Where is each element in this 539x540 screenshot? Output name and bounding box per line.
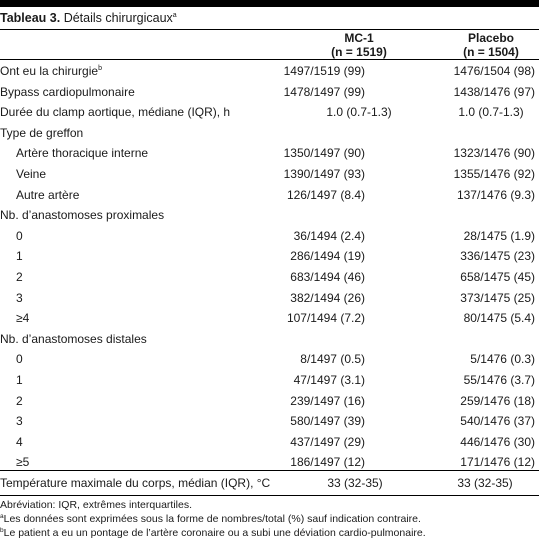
- table-row: [0, 82, 539, 103]
- footnote: [0, 527, 426, 540]
- cell-mc1: 33 (32-35): [327, 476, 383, 490]
- table-row: [0, 329, 539, 350]
- cell-mc1: 1.0 (0.7-1.3): [326, 105, 392, 120]
- row-label: ≥4: [16, 311, 30, 326]
- cell-placebo: 1.0 (0.7-1.3): [458, 105, 524, 120]
- column-header-mc1: [314, 31, 404, 59]
- footnote-text: Le patient a eu un pontage de l’artère coronaire ou a subi une déviation cardio-pulmonaire.: [3, 526, 426, 539]
- table-row: [0, 246, 539, 267]
- row-label: 1: [16, 373, 23, 387]
- cell-placebo: 259/1476 (18): [460, 393, 535, 408]
- table-row: [0, 102, 539, 123]
- cell-mc1: 239/1497 (16): [290, 393, 365, 408]
- footnote: [0, 499, 192, 512]
- footnote: [0, 513, 421, 526]
- row-label: Nb. d’anastomoses proximales: [0, 208, 165, 223]
- cell-mc1: 47/1497 (3.1): [293, 373, 365, 387]
- cell-mc1: 437/1497 (29): [290, 434, 365, 449]
- table-title: [0, 8, 539, 28]
- top-rule-thick: [0, 0, 539, 7]
- cell-mc1: 382/1494 (26): [290, 290, 365, 305]
- cell-placebo: 373/1475 (25): [460, 290, 535, 305]
- table-bottom-rule: [0, 495, 539, 496]
- table-row: [0, 432, 539, 453]
- row-label: 4: [16, 434, 23, 449]
- row-label: Température maximale du corps, médian (IQR), °C: [0, 476, 271, 490]
- row-label: 1: [16, 249, 23, 264]
- column-name: MC-1: [344, 31, 374, 45]
- caption-footnote-marker: a: [172, 12, 177, 19]
- table-row: [0, 61, 539, 82]
- row-label: 3: [16, 414, 23, 429]
- table-caption: Détails chirurgicaux: [63, 11, 173, 25]
- cell-mc1: 1497/1519 (99): [283, 64, 365, 78]
- table-label: Tableau 3.: [0, 11, 61, 25]
- cell-placebo: 540/1476 (37): [460, 414, 535, 429]
- cell-mc1: 107/1494 (7.2): [286, 311, 365, 326]
- table-row: [0, 267, 539, 288]
- table-row: [0, 349, 539, 370]
- cell-placebo: 336/1475 (23): [460, 249, 535, 264]
- cell-mc1: 286/1494 (19): [290, 249, 365, 264]
- cell-placebo: 80/1475 (5.4): [463, 311, 535, 326]
- table-row: [0, 164, 539, 185]
- table-row: [0, 473, 539, 494]
- footnote-marker: b: [0, 526, 4, 534]
- table-row: [0, 391, 539, 412]
- cell-mc1: 1390/1497 (93): [283, 167, 365, 181]
- cell-placebo: 33 (32-35): [457, 476, 513, 490]
- column-header-placebo: [446, 31, 536, 59]
- cell-placebo: 28/1475 (1.9): [463, 228, 535, 243]
- row-label: Ont eu la chirurgie$^b$: [0, 64, 102, 78]
- cell-placebo: 658/1475 (45): [460, 270, 535, 284]
- table-row: [0, 143, 539, 164]
- row-footnote-marker: b: [98, 65, 102, 72]
- row-label: Veine: [16, 167, 47, 181]
- row-label: Bypass cardiopulmonaire: [0, 84, 135, 99]
- column-n: (n = 1519): [331, 45, 387, 59]
- row-label: Type de greffon: [0, 125, 84, 140]
- cell-mc1: 1350/1497 (90): [283, 146, 365, 161]
- table-row: [0, 185, 539, 206]
- column-n: (n = 1504): [463, 45, 519, 59]
- cell-placebo: 171/1476 (12): [460, 455, 535, 470]
- table-row: [0, 123, 539, 144]
- row-label: Durée du clamp aortique, médiane (IQR), h: [0, 105, 231, 120]
- cell-placebo: 1323/1476 (90): [453, 146, 535, 161]
- row-label: 0: [16, 352, 23, 367]
- footer-rule: [0, 470, 539, 471]
- cell-mc1: 186/1497 (12): [290, 455, 365, 470]
- row-label: 0: [16, 228, 23, 243]
- cell-placebo: 446/1476 (30): [460, 434, 535, 449]
- row-label: 2: [16, 270, 23, 284]
- cell-placebo: 1355/1476 (92): [453, 167, 535, 181]
- cell-mc1: 1478/1497 (99): [283, 84, 365, 99]
- cell-mc1: 580/1497 (39): [290, 414, 365, 429]
- table-row: [0, 205, 539, 226]
- footnote-text: Les données sont exprimées sous la forme de nombres/total (%) sauf indication contraire.: [3, 512, 421, 525]
- cell-mc1: 36/1494 (2.4): [293, 228, 365, 243]
- row-label: 2: [16, 393, 23, 408]
- table-row: [0, 288, 539, 309]
- cell-placebo: 1476/1504 (98): [453, 64, 535, 78]
- cell-placebo: 1438/1476 (97): [453, 84, 535, 99]
- cell-placebo: 5/1476 (0.3): [470, 352, 535, 367]
- footnote-marker: a: [0, 512, 4, 520]
- table-row: [0, 411, 539, 432]
- row-label: Artère thoracique interne: [16, 146, 149, 161]
- table-row: [0, 308, 539, 329]
- row-label: Nb. d’anastomoses distales: [0, 331, 147, 346]
- cell-mc1: 8/1497 (0.5): [300, 352, 365, 367]
- table-row: [0, 226, 539, 247]
- header-bottom-rule: [0, 59, 539, 60]
- row-label: Autre artère: [16, 187, 80, 202]
- cell-placebo: 55/1476 (3.7): [463, 373, 535, 387]
- row-label: ≥5: [16, 455, 30, 470]
- cell-placebo: 137/1476 (9.3): [456, 187, 535, 202]
- header-top-rule: [0, 29, 539, 30]
- footnote-text: Abréviation: IQR, extrêmes interquartiles.: [0, 498, 192, 511]
- table-row: [0, 370, 539, 391]
- column-name: Placebo: [467, 31, 515, 45]
- cell-mc1: 126/1497 (8.4): [286, 187, 365, 202]
- cell-mc1: 683/1494 (46): [290, 270, 365, 284]
- row-label: 3: [16, 290, 23, 305]
